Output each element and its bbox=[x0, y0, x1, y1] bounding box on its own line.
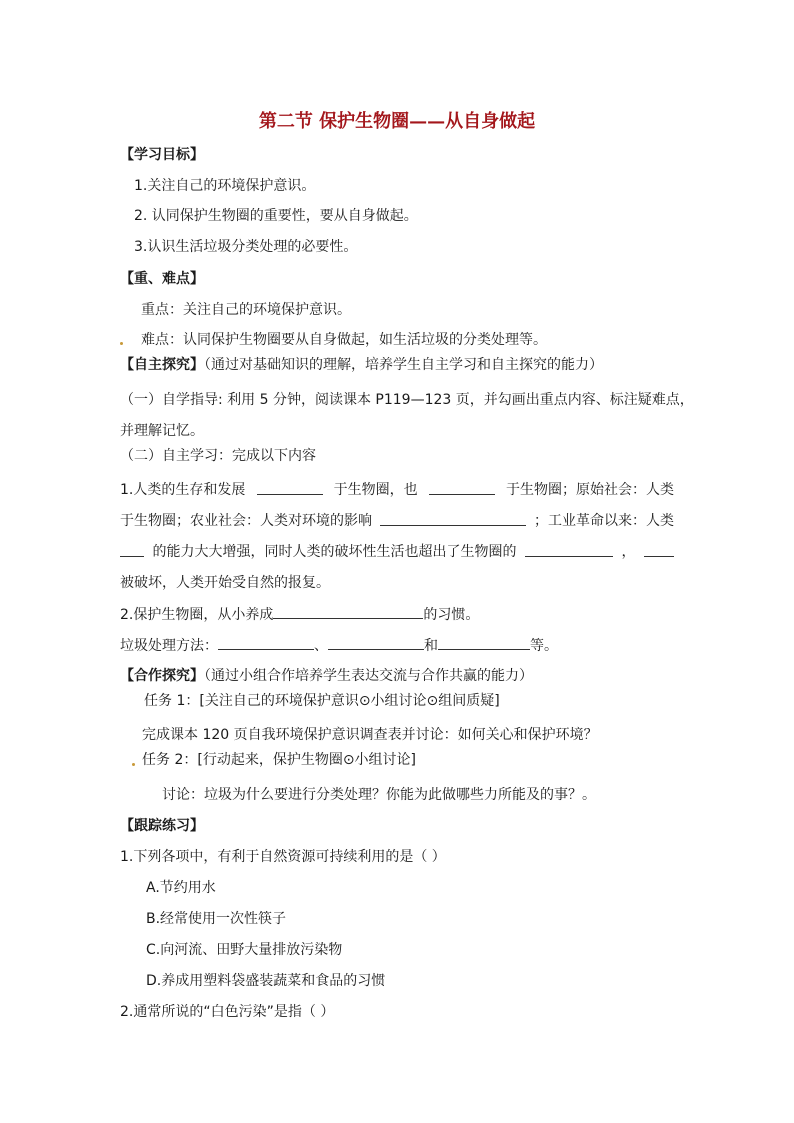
objectives-heading: 【学习目标】 bbox=[120, 147, 204, 163]
question-1-line-4: 被破坏，人类开始受自然的报复。 bbox=[120, 575, 330, 591]
page-title: 第二节 保护生物圈——从自身做起 bbox=[258, 111, 536, 132]
option-d: D.养成用塑料袋盛装蔬菜和食品的习惯 bbox=[146, 973, 386, 989]
q3-text: 和 bbox=[424, 638, 438, 654]
task-2: 任务 2：[行动起来，保护生物圈⊙小组讨论] bbox=[142, 752, 417, 768]
q1-text: 于生物圈；农业社会：人类对环境的影响 bbox=[120, 513, 372, 529]
q1-text: ， bbox=[621, 544, 636, 560]
task-2-detail: 讨论：垃圾为什么要进行分类处理？你能为此做哪些力所能及的事？。 bbox=[162, 787, 596, 803]
self-study-heading: 【自主探究】 bbox=[120, 357, 204, 373]
practice-question-2: 2.通常所说的“白色污染”是指（ ） bbox=[120, 1004, 335, 1020]
question-1-line-2 bbox=[120, 512, 674, 530]
cooperation-heading-line bbox=[120, 667, 533, 685]
self-study-guide: （一）自学指导: 利用 5 分钟，阅读课本 P119—123 页，并勾画出重点内容、标注疑难点， bbox=[120, 392, 694, 408]
q1-text: 的能力大大增强，同时人类的破坏性生活也超出了生物圈的 bbox=[152, 544, 517, 560]
blank-field[interactable] bbox=[525, 543, 613, 557]
option-a: A.节约用水 bbox=[146, 880, 216, 896]
mark-dot bbox=[132, 763, 135, 766]
practice-heading: 【跟踪练习】 bbox=[120, 818, 204, 834]
blank-field[interactable] bbox=[644, 543, 674, 557]
cooperation-heading: 【合作探究】 bbox=[120, 668, 204, 684]
q1-text: ；工业革命以来：人类 bbox=[534, 513, 674, 529]
question-3 bbox=[120, 636, 558, 655]
q3-text: 等。 bbox=[530, 638, 558, 654]
question-1-line-1 bbox=[120, 481, 674, 499]
option-b: B.经常使用一次性筷子 bbox=[146, 911, 287, 927]
q3-text: 、 bbox=[314, 638, 328, 654]
q1-text: 于生物圈，也 bbox=[333, 482, 418, 498]
blank-field[interactable] bbox=[328, 636, 424, 650]
objective-item: 2. 认同保护生物圈的重要性，要从自身做起。 bbox=[134, 208, 418, 224]
key-point: 重点：关注自己的环境保护意识。 bbox=[141, 302, 351, 318]
cooperation-heading-note: （通过小组合作培养学生表达交流与合作共赢的能力） bbox=[204, 668, 533, 684]
self-study-subheading: （二）自主学习：完成以下内容 bbox=[120, 448, 316, 464]
self-study-heading-line bbox=[120, 356, 603, 374]
self-study-guide-cont: 并理解记忆。 bbox=[120, 423, 204, 439]
practice-question-1: 1.下列各项中，有利于自然资源可持续利用的是（ ） bbox=[120, 849, 446, 865]
self-study-heading-note: （通过对基础知识的理解，培养学生自主学习和自主探究的能力） bbox=[204, 357, 603, 373]
blank-field[interactable] bbox=[429, 481, 495, 495]
blank-field[interactable] bbox=[380, 512, 526, 526]
key-points-heading: 【重、难点】 bbox=[120, 271, 204, 287]
blank-field[interactable] bbox=[257, 481, 323, 495]
q3-text: 垃圾处理方法： bbox=[120, 638, 218, 654]
objective-item: 1.关注自己的环境保护意识。 bbox=[134, 178, 316, 194]
q1-text: 于生物圈；原始社会：人类 bbox=[505, 482, 674, 498]
q1-text: 1.人类的生存和发展 bbox=[120, 482, 246, 498]
blank-field[interactable] bbox=[438, 636, 530, 650]
blank-field[interactable] bbox=[273, 605, 423, 619]
task-1-detail: 完成课本 120 页自我环境保护意识调查表并讨论：如何关心和保护环境？ bbox=[142, 727, 598, 743]
task-1: 任务 1：[关注自己的环境保护意识⊙小组讨论⊙组间质疑] bbox=[144, 693, 500, 709]
question-2 bbox=[120, 605, 479, 624]
objective-item: 3.认识生活垃圾分类处理的必要性。 bbox=[134, 239, 358, 255]
q2-text: 的习惯。 bbox=[423, 607, 480, 623]
blank-field[interactable] bbox=[218, 636, 314, 650]
mark-dot bbox=[120, 342, 123, 345]
q2-text: 2.保护生物圈，从小养成 bbox=[120, 607, 274, 623]
difficult-point: 难点：认同保护生物圈要从自身做起，如生活垃圾的分类处理等。 bbox=[141, 332, 547, 348]
option-c: C.向河流、田野大量排放污染物 bbox=[146, 942, 343, 958]
blank-field[interactable] bbox=[120, 543, 144, 557]
question-1-line-3 bbox=[120, 543, 674, 561]
